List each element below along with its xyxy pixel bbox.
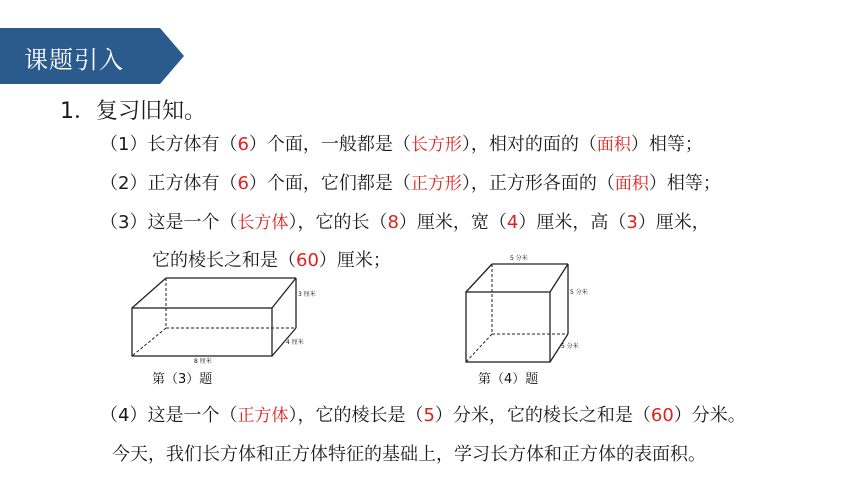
figure-4-caption: 第（4）题 — [478, 372, 539, 387]
q2-text-2: ）个面，它们都是（ — [248, 173, 411, 194]
cuboid-width-label: 4 厘米 — [286, 339, 304, 346]
cube-side-label: 5 分米 — [570, 289, 588, 296]
section-heading: 1．复习旧知。 — [60, 99, 206, 124]
banner-title: 课题引入 — [24, 46, 124, 74]
q3-number: （3） — [100, 212, 148, 233]
q1-answer-faces: 6 — [237, 134, 249, 155]
q3-text-5: ）厘米， — [637, 212, 710, 233]
section-banner — [0, 28, 186, 84]
question-3-continued — [152, 246, 391, 272]
q4-text-3: ）分米，它的棱长之和是（ — [434, 405, 651, 426]
cube-top-label: 5 分米 — [510, 255, 528, 262]
q2-answer-area: 面积 — [614, 174, 649, 194]
q3-text-2: ），它的长（ — [288, 212, 388, 233]
q1-text-3: ），相对的面的（ — [461, 134, 597, 155]
q4-answer-edge-sum: 60 — [650, 405, 674, 426]
q3-text-3: ）厘米，宽（ — [398, 212, 507, 233]
q4-number: （4） — [100, 405, 148, 426]
q2-answer-shape: 正方形 — [410, 174, 462, 194]
q2-text-3: ），正方形各面的（ — [461, 173, 615, 194]
q1-text-1: 长方体有（ — [147, 134, 238, 155]
question-1 — [100, 130, 703, 156]
q1-text-2: ）个面，一般都是（ — [248, 134, 411, 155]
q2-number: （2） — [100, 173, 148, 194]
question-4 — [100, 401, 746, 427]
cube-figure — [458, 250, 608, 364]
question-3 — [100, 208, 710, 234]
q2-text-4: ）相等； — [648, 173, 721, 194]
q1-answer-area: 面积 — [596, 135, 631, 155]
q3-text-4: ）厘米，高（ — [518, 212, 627, 233]
q2-text-1: 正方体有（ — [147, 173, 238, 194]
q3-text-1: 这是一个（ — [147, 212, 238, 233]
q3b-text-2: ）厘米； — [318, 250, 391, 271]
q4-answer-shape: 正方体 — [237, 406, 289, 426]
figure-3-caption: 第（3）题 — [152, 372, 213, 387]
q2-answer-faces: 6 — [237, 173, 249, 194]
q4-text-4: ）分米。 — [673, 405, 746, 426]
q3-answer-width: 4 — [506, 212, 519, 233]
cuboid-figure — [126, 272, 326, 364]
q4-text-2: ），它的棱长是（ — [288, 405, 424, 426]
cuboid-length-label: 8 厘米 — [194, 358, 212, 364]
q4-text-1: 这是一个（ — [147, 405, 238, 426]
closing-statement: 今天，我们长方体和正方体特征的基础上，学习长方体和正方体的表面积。 — [112, 444, 706, 465]
q3-answer-length: 8 — [387, 212, 399, 233]
q3-answer-height: 3 — [626, 212, 638, 233]
q1-answer-shape: 长方形 — [410, 135, 462, 155]
question-2 — [100, 169, 721, 195]
q1-number: （1） — [100, 134, 148, 155]
q1-text-4: ）相等； — [630, 134, 703, 155]
q4-answer-edge: 5 — [423, 405, 435, 426]
cuboid-height-label: 3 厘米 — [298, 291, 316, 298]
q3-answer-shape: 长方体 — [237, 213, 289, 233]
cube-front-label: 5 分米 — [561, 343, 579, 350]
q3b-answer-edge-sum: 60 — [296, 250, 319, 271]
q3b-text-1: 它的棱长之和是（ — [152, 250, 296, 271]
